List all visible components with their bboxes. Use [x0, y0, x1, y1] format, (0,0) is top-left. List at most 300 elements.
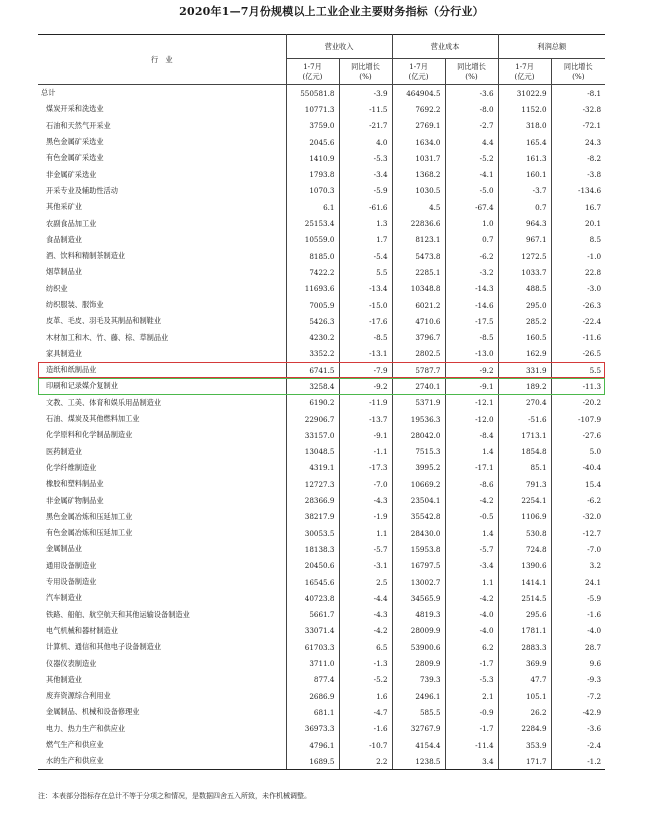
value-cell: 1414.1	[498, 574, 551, 590]
value-cell: 877.4	[286, 672, 339, 688]
value-cell: 2045.6	[286, 134, 339, 150]
table-row	[38, 427, 605, 443]
value-cell: 1238.5	[392, 753, 445, 770]
value-cell: 28.7	[551, 639, 605, 655]
table-row	[38, 150, 605, 166]
value-cell: 270.4	[498, 395, 551, 411]
industry-name-cell: 文教、工美、体育和娱乐用品制造业	[46, 397, 162, 407]
industry-name-cell: 非金属矿物制品业	[46, 495, 104, 505]
value-cell: -12.0	[445, 411, 498, 427]
value-cell: 369.9	[498, 655, 551, 671]
value-cell: 10559.0	[286, 232, 339, 248]
value-cell: -11.3	[551, 378, 605, 394]
value-cell: -5.7	[339, 541, 392, 557]
industry-name-cell: 纺织业	[46, 283, 68, 293]
cost-value-header: 1-7月 (亿元)	[392, 59, 445, 85]
industry-header: 行 业	[38, 35, 286, 85]
value-cell: 189.2	[498, 378, 551, 394]
value-cell: -8.5	[339, 329, 392, 345]
value-cell: -5.2	[339, 672, 392, 688]
value-cell: 32767.9	[392, 721, 445, 737]
value-cell: 20450.6	[286, 558, 339, 574]
value-cell: -12.1	[445, 395, 498, 411]
industry-name-cell: 铁路、船舶、航空航天和其他运输设备制造业	[46, 609, 190, 619]
table-row	[38, 183, 605, 199]
value-cell: -3.2	[445, 264, 498, 280]
industry-name-cell: 石油、煤炭及其他燃料加工业	[46, 414, 140, 424]
value-cell: 488.5	[498, 281, 551, 297]
table-row	[38, 590, 605, 606]
value-cell: 2.1	[445, 688, 498, 704]
value-cell: -40.4	[551, 460, 605, 476]
value-cell: -42.9	[551, 704, 605, 720]
value-cell: 171.7	[498, 753, 551, 770]
table-row	[38, 232, 605, 248]
value-cell: 8123.1	[392, 232, 445, 248]
industry-name-cell: 废弃资源综合利用业	[46, 691, 111, 701]
value-cell: 1.6	[339, 688, 392, 704]
value-cell: -134.6	[551, 183, 605, 199]
value-cell: 1781.1	[498, 623, 551, 639]
industry-name-cell: 酒、饮料和精制茶制造业	[46, 251, 126, 261]
value-cell: -8.4	[445, 427, 498, 443]
value-cell: -8.5	[445, 329, 498, 345]
table-row	[38, 623, 605, 639]
value-cell: 1.0	[445, 215, 498, 231]
table-row	[38, 281, 605, 297]
value-cell: 2686.9	[286, 688, 339, 704]
value-cell: -9.1	[339, 427, 392, 443]
table-row	[38, 362, 605, 378]
value-cell: -13.0	[445, 346, 498, 362]
industry-name-cell: 其他制造业	[46, 674, 82, 684]
industry-name-cell: 煤炭开采和洗选业	[46, 104, 104, 114]
value-cell: 3711.0	[286, 655, 339, 671]
value-cell: 1.4	[445, 525, 498, 541]
value-cell: 28366.9	[286, 492, 339, 508]
value-cell: -5.7	[445, 541, 498, 557]
value-cell: 5787.7	[392, 362, 445, 378]
industry-name-cell: 纺织服装、服饰业	[46, 300, 104, 309]
value-cell: 3759.0	[286, 118, 339, 134]
value-cell: -4.1	[445, 166, 498, 182]
value-cell: 13048.5	[286, 444, 339, 460]
value-cell: 967.1	[498, 232, 551, 248]
value-cell: 1634.0	[392, 134, 445, 150]
value-cell: 8.5	[551, 232, 605, 248]
table-row	[38, 558, 605, 574]
industry-name-cell: 汽车制造业	[46, 593, 82, 603]
value-cell: 16797.5	[392, 558, 445, 574]
value-cell: 550581.8	[286, 85, 339, 102]
value-cell: 4796.1	[286, 737, 339, 753]
value-cell: 1.4	[445, 444, 498, 460]
value-cell: 6.2	[445, 639, 498, 655]
value-cell: 34565.9	[392, 590, 445, 606]
value-cell: 0.7	[498, 199, 551, 215]
value-cell: 35542.8	[392, 509, 445, 525]
value-cell: -4.4	[339, 590, 392, 606]
value-cell: 318.0	[498, 118, 551, 134]
value-cell: 11693.6	[286, 281, 339, 297]
value-cell: 61703.3	[286, 639, 339, 655]
table-row	[38, 704, 605, 720]
value-cell: 1854.8	[498, 444, 551, 460]
value-cell: 4230.2	[286, 329, 339, 345]
value-cell: 1.1	[445, 574, 498, 590]
table-row	[38, 574, 605, 590]
value-cell: 1368.2	[392, 166, 445, 182]
value-cell: -67.4	[445, 199, 498, 215]
value-cell: -4.2	[445, 590, 498, 606]
value-cell: -3.4	[339, 166, 392, 182]
industry-name-cell: 化学原料和化学制品制造业	[46, 430, 133, 440]
table-row	[38, 378, 605, 394]
value-cell: -4.3	[339, 607, 392, 623]
table-row	[38, 297, 605, 313]
value-cell: 2.2	[339, 753, 392, 770]
industry-name-cell: 有色金属矿采选业	[46, 153, 104, 163]
value-cell: 10669.2	[392, 476, 445, 492]
industry-name-cell: 电气机械和器材制造业	[46, 625, 118, 635]
footnote: 注：本表部分指标存在总计不等于分项之和情况，是数据四舍五入所致，未作机械调整。	[38, 792, 311, 800]
value-cell: -17.3	[339, 460, 392, 476]
revenue-value-header: 1-7月 (亿元)	[286, 59, 339, 85]
value-cell: -4.2	[445, 492, 498, 508]
value-cell: -12.7	[551, 525, 605, 541]
value-cell: -1.2	[551, 753, 605, 770]
value-cell: 3258.4	[286, 378, 339, 394]
table-row	[38, 329, 605, 345]
financial-indicators-table	[38, 34, 605, 770]
value-cell: 3796.7	[392, 329, 445, 345]
industry-name-cell: 金属制品业	[46, 544, 82, 554]
value-cell: 739.3	[392, 672, 445, 688]
value-cell: -8.6	[445, 476, 498, 492]
industry-name-cell: 有色金属冶炼和压延加工业	[46, 528, 133, 538]
value-cell: 0.7	[445, 232, 498, 248]
value-cell: 15953.8	[392, 541, 445, 557]
value-cell: 5426.3	[286, 313, 339, 329]
value-cell: -3.7	[498, 183, 551, 199]
industry-name-cell: 橡胶和塑料制品业	[46, 479, 104, 489]
table-row	[38, 444, 605, 460]
table-row	[38, 248, 605, 264]
value-cell: -1.6	[339, 721, 392, 737]
value-cell: 3.4	[445, 753, 498, 770]
value-cell: -7.0	[551, 541, 605, 557]
value-cell: 4.0	[339, 134, 392, 150]
industry-name-cell: 黑色金属冶炼和压延加工业	[46, 511, 133, 521]
value-cell: 4.5	[392, 199, 445, 215]
table-row	[38, 118, 605, 134]
value-cell: 2285.1	[392, 264, 445, 280]
revenue-growth-header: 同比增长 (%)	[339, 59, 392, 85]
value-cell: -4.0	[445, 623, 498, 639]
value-cell: 1.1	[339, 525, 392, 541]
value-cell: 585.5	[392, 704, 445, 720]
value-cell: -0.9	[445, 704, 498, 720]
value-cell: -7.2	[551, 688, 605, 704]
value-cell: 464904.5	[392, 85, 445, 102]
table-row	[38, 411, 605, 427]
value-cell: -27.6	[551, 427, 605, 443]
value-cell: 22.8	[551, 264, 605, 280]
profit-growth-header: 同比增长 (%)	[551, 59, 605, 85]
value-cell: 5661.7	[286, 607, 339, 623]
value-cell: -5.9	[551, 590, 605, 606]
value-cell: -3.6	[445, 85, 498, 102]
table-row	[38, 346, 605, 362]
value-cell: -13.7	[339, 411, 392, 427]
value-cell: 295.0	[498, 297, 551, 313]
table-row	[38, 134, 605, 150]
value-cell: 2769.1	[392, 118, 445, 134]
value-cell: 1033.7	[498, 264, 551, 280]
value-cell: -72.1	[551, 118, 605, 134]
value-cell: 1713.1	[498, 427, 551, 443]
industry-name-cell: 计算机、通信和其他电子设备制造业	[46, 642, 162, 652]
value-cell: -1.0	[551, 248, 605, 264]
value-cell: 28430.0	[392, 525, 445, 541]
value-cell: 5.5	[551, 362, 605, 378]
value-cell: -51.6	[498, 411, 551, 427]
value-cell: -0.5	[445, 509, 498, 525]
value-cell: -7.0	[339, 476, 392, 492]
value-cell: -11.6	[551, 329, 605, 345]
value-cell: 2284.9	[498, 721, 551, 737]
industry-name-cell: 水的生产和供应业	[38, 753, 286, 770]
value-cell: -13.1	[339, 346, 392, 362]
cost-growth-header: 同比增长 (%)	[445, 59, 498, 85]
table-row	[38, 199, 605, 215]
industry-name-cell: 石油和天然气开采业	[46, 120, 111, 130]
value-cell: -1.7	[445, 655, 498, 671]
value-cell: -11.5	[339, 101, 392, 117]
value-cell: 285.2	[498, 313, 551, 329]
value-cell: -61.6	[339, 199, 392, 215]
value-cell: 3352.2	[286, 346, 339, 362]
value-cell: 7692.2	[392, 101, 445, 117]
value-cell: 3995.2	[392, 460, 445, 476]
industry-name-cell: 通用设备制造业	[46, 560, 97, 570]
value-cell: 26.2	[498, 704, 551, 720]
value-cell: 161.3	[498, 150, 551, 166]
table-row	[38, 264, 605, 280]
table-row	[38, 476, 605, 492]
value-cell: 2883.3	[498, 639, 551, 655]
profit-value-header: 1-7月 (亿元)	[498, 59, 551, 85]
table-row	[38, 721, 605, 737]
value-cell: -9.2	[339, 378, 392, 394]
table-row	[38, 101, 605, 117]
value-cell: 1689.5	[286, 753, 339, 770]
industry-name-cell: 仪器仪表制造业	[46, 658, 97, 668]
value-cell: 791.3	[498, 476, 551, 492]
value-cell: -14.3	[445, 281, 498, 297]
value-cell: 964.3	[498, 215, 551, 231]
value-cell: -21.7	[339, 118, 392, 134]
value-cell: 2496.1	[392, 688, 445, 704]
value-cell: 16545.6	[286, 574, 339, 590]
value-cell: 23504.1	[392, 492, 445, 508]
industry-name-cell: 其他采矿业	[46, 202, 82, 212]
industry-name-cell: 木材加工和木、竹、藤、棕、草制品业	[46, 332, 169, 342]
table-row	[38, 655, 605, 671]
value-cell: 6.1	[286, 199, 339, 215]
value-cell: 1793.8	[286, 166, 339, 182]
value-cell: -15.0	[339, 297, 392, 313]
value-cell: 681.1	[286, 704, 339, 720]
value-cell: -107.9	[551, 411, 605, 427]
industry-name-cell: 家具制造业	[46, 348, 82, 358]
value-cell: 165.4	[498, 134, 551, 150]
value-cell: 1390.6	[498, 558, 551, 574]
industry-name-cell: 烟草制品业	[46, 267, 82, 277]
table-row	[38, 525, 605, 541]
value-cell: -7.9	[339, 362, 392, 378]
value-cell: -8.1	[551, 85, 605, 102]
value-cell: 1.7	[339, 232, 392, 248]
value-cell: 28009.9	[392, 623, 445, 639]
value-cell: 5473.8	[392, 248, 445, 264]
value-cell: 331.9	[498, 362, 551, 378]
value-cell: -1.9	[339, 509, 392, 525]
value-cell: -9.2	[445, 362, 498, 378]
value-cell: 1410.9	[286, 150, 339, 166]
table-row	[38, 639, 605, 655]
value-cell: -5.4	[339, 248, 392, 264]
value-cell: 22836.6	[392, 215, 445, 231]
value-cell: -17.6	[339, 313, 392, 329]
value-cell: 12727.3	[286, 476, 339, 492]
value-cell: 530.8	[498, 525, 551, 541]
value-cell: 4.4	[445, 134, 498, 150]
value-cell: 1.3	[339, 215, 392, 231]
profit-header: 利润总额	[498, 35, 605, 59]
industry-name-cell: 造纸和纸制品业	[46, 365, 97, 375]
value-cell: 28042.0	[392, 427, 445, 443]
value-cell: 2254.1	[498, 492, 551, 508]
value-cell: -5.2	[445, 150, 498, 166]
value-cell: 4154.4	[392, 737, 445, 753]
value-cell: 2514.5	[498, 590, 551, 606]
value-cell: 160.5	[498, 329, 551, 345]
value-cell: 724.8	[498, 541, 551, 557]
value-cell: 8185.0	[286, 248, 339, 264]
value-cell: 353.9	[498, 737, 551, 753]
value-cell: 25153.4	[286, 215, 339, 231]
industry-name-cell: 专用设备制造业	[46, 577, 97, 587]
value-cell: 7515.3	[392, 444, 445, 460]
value-cell: 19536.3	[392, 411, 445, 427]
industry-name-cell: 食品制造业	[46, 234, 82, 244]
industry-name-cell: 化学纤维制造业	[46, 462, 97, 472]
industry-name-cell: 总计	[38, 85, 286, 102]
table-row	[38, 672, 605, 688]
value-cell: 31022.9	[498, 85, 551, 102]
value-cell: 9.6	[551, 655, 605, 671]
value-cell: 5.5	[339, 264, 392, 280]
value-cell: 162.9	[498, 346, 551, 362]
value-cell: -3.0	[551, 281, 605, 297]
value-cell: 3.2	[551, 558, 605, 574]
value-cell: -5.9	[339, 183, 392, 199]
value-cell: -3.8	[551, 166, 605, 182]
table-row	[38, 85, 605, 102]
value-cell: -13.4	[339, 281, 392, 297]
value-cell: -11.9	[339, 395, 392, 411]
value-cell: 4319.1	[286, 460, 339, 476]
value-cell: 1031.7	[392, 150, 445, 166]
table-row	[38, 215, 605, 231]
value-cell: -20.2	[551, 395, 605, 411]
value-cell: 5.0	[551, 444, 605, 460]
table-row	[38, 688, 605, 704]
value-cell: -17.5	[445, 313, 498, 329]
value-cell: 2740.1	[392, 378, 445, 394]
table-row	[38, 166, 605, 182]
value-cell: 53900.6	[392, 639, 445, 655]
value-cell: 7422.2	[286, 264, 339, 280]
industry-name-cell: 医药制造业	[46, 446, 82, 456]
value-cell: -1.3	[339, 655, 392, 671]
value-cell: 24.3	[551, 134, 605, 150]
table-row	[38, 460, 605, 476]
value-cell: 47.7	[498, 672, 551, 688]
value-cell: 38217.9	[286, 509, 339, 525]
industry-name-cell: 农副食品加工业	[46, 218, 97, 228]
value-cell: 24.1	[551, 574, 605, 590]
table-row	[38, 753, 605, 770]
value-cell: 1272.5	[498, 248, 551, 264]
value-cell: -8.2	[551, 150, 605, 166]
value-cell: -22.4	[551, 313, 605, 329]
table-row	[38, 395, 605, 411]
value-cell: -3.6	[551, 721, 605, 737]
value-cell: 105.1	[498, 688, 551, 704]
table-row	[38, 541, 605, 557]
value-cell: -4.7	[339, 704, 392, 720]
industry-name-cell: 非金属矿采选业	[46, 169, 97, 179]
value-cell: 10348.8	[392, 281, 445, 297]
value-cell: 18138.3	[286, 541, 339, 557]
industry-name-cell: 金属制品、机械和设备修理业	[46, 707, 140, 717]
value-cell: 6190.2	[286, 395, 339, 411]
value-cell: -2.7	[445, 118, 498, 134]
page-title: 2020年1—7月份规模以上工业企业主要财务指标（分行业）	[179, 5, 484, 18]
value-cell: -32.8	[551, 101, 605, 117]
value-cell: 1152.0	[498, 101, 551, 117]
value-cell: -9.1	[445, 378, 498, 394]
value-cell: -32.0	[551, 509, 605, 525]
value-cell: 4710.6	[392, 313, 445, 329]
value-cell: 33071.4	[286, 623, 339, 639]
table-row	[38, 313, 605, 329]
value-cell: -17.1	[445, 460, 498, 476]
value-cell: -3.4	[445, 558, 498, 574]
value-cell: -8.0	[445, 101, 498, 117]
value-cell: -14.6	[445, 297, 498, 313]
table-row	[38, 737, 605, 753]
value-cell: 295.6	[498, 607, 551, 623]
value-cell: 5371.9	[392, 395, 445, 411]
value-cell: -5.3	[339, 150, 392, 166]
value-cell: -1.6	[551, 607, 605, 623]
value-cell: -1.1	[339, 444, 392, 460]
value-cell: -6.2	[551, 492, 605, 508]
value-cell: -3.9	[339, 85, 392, 102]
